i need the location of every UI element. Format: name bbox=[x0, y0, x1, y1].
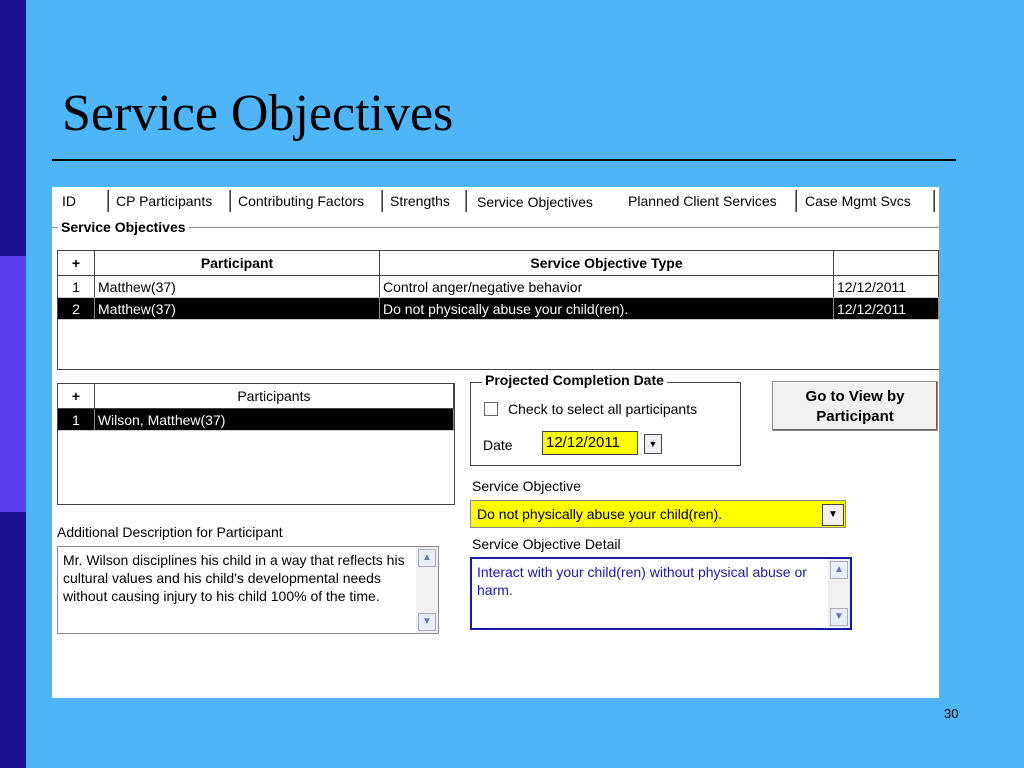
group-title: Service Objectives bbox=[58, 219, 189, 235]
table-row[interactable] bbox=[58, 409, 454, 431]
service-objective-detail-textarea[interactable] bbox=[470, 557, 852, 630]
service-objective-detail-text: Interact with your child(ren) without physical abuse or harm. bbox=[477, 564, 807, 598]
scroll-up-icon[interactable]: ▲ bbox=[418, 549, 436, 567]
col-header-plus[interactable]: + bbox=[58, 251, 95, 276]
additional-description-text: Mr. Wilson disciplines his child in a way that reflects his cultural values and his child's developmental needs without causing injury to his child 100% of the time. bbox=[63, 552, 405, 604]
tab-cp-participants[interactable]: CP Participants bbox=[110, 190, 230, 212]
row-date: 12/12/2011 bbox=[834, 276, 939, 298]
tab-contributing-factors[interactable]: Contributing Factors bbox=[232, 190, 382, 212]
row-number: 1 bbox=[58, 409, 94, 431]
row-participant: Matthew(37) bbox=[95, 276, 380, 298]
row-objective-type: Control anger/negative behavior bbox=[380, 276, 834, 298]
left-accent-bar-bottom bbox=[0, 512, 26, 768]
service-objectives-grid bbox=[57, 250, 939, 370]
app-screenshot-panel bbox=[52, 187, 939, 698]
projected-completion-title: Projected Completion Date bbox=[482, 372, 667, 388]
table-row[interactable] bbox=[58, 298, 939, 320]
tab-case-mgmt-svcs[interactable]: Case Mgmt Svcs bbox=[799, 190, 934, 212]
tab-planned-client-services[interactable]: Planned Client Services bbox=[622, 190, 796, 212]
tab-id[interactable]: ID bbox=[56, 190, 108, 212]
row-number: 1 bbox=[58, 276, 95, 298]
select-all-participants-label: Check to select all participants bbox=[508, 401, 698, 417]
row-participant-name: Wilson, Matthew(37) bbox=[94, 409, 453, 431]
col-header-participants[interactable]: Participants bbox=[94, 384, 453, 409]
go-to-view-by-participant-button[interactable] bbox=[772, 381, 938, 431]
row-date: 12/12/2011 bbox=[834, 298, 939, 320]
service-objective-detail-scrollbar[interactable] bbox=[828, 559, 850, 628]
col-header-participant[interactable]: Participant bbox=[95, 251, 380, 276]
additional-description-label: Additional Description for Participant bbox=[57, 524, 283, 540]
col-header-date[interactable] bbox=[834, 251, 939, 276]
left-accent-bar-top bbox=[0, 0, 26, 256]
service-objective-dropdown-arrow-icon[interactable]: ▼ bbox=[822, 504, 844, 526]
service-objective-select[interactable]: Do not physically abuse your child(ren). bbox=[470, 500, 846, 528]
tab-strip bbox=[52, 187, 939, 216]
row-number: 2 bbox=[58, 298, 95, 320]
slide-title: Service Objectives bbox=[62, 85, 454, 142]
tab-strengths[interactable]: Strengths bbox=[384, 190, 466, 212]
col-header-plus[interactable]: + bbox=[58, 384, 94, 409]
scroll-up-icon[interactable]: ▲ bbox=[830, 561, 848, 579]
service-objective-label: Service Objective bbox=[472, 478, 581, 494]
slide-page-number: 30 bbox=[944, 706, 959, 721]
scroll-down-icon[interactable]: ▼ bbox=[418, 613, 436, 631]
tab-service-objectives[interactable]: Service Objectives bbox=[470, 188, 620, 214]
completion-date-input[interactable]: 12/12/2011 bbox=[542, 431, 638, 455]
select-all-participants-checkbox[interactable] bbox=[484, 402, 498, 416]
date-label: Date bbox=[483, 437, 513, 453]
title-underline bbox=[52, 159, 956, 161]
participants-grid bbox=[57, 383, 455, 505]
service-objective-detail-label: Service Objective Detail bbox=[472, 536, 621, 552]
scroll-down-icon[interactable]: ▼ bbox=[830, 608, 848, 626]
row-objective-type: Do not physically abuse your child(ren). bbox=[380, 298, 834, 320]
goto-button-line2: Participant bbox=[816, 408, 894, 425]
goto-button-line1: Go to View by bbox=[805, 388, 905, 405]
additional-description-scrollbar[interactable] bbox=[416, 547, 438, 633]
row-participant: Matthew(37) bbox=[95, 298, 380, 320]
table-row[interactable] bbox=[58, 276, 939, 298]
left-accent-bar-middle bbox=[0, 256, 26, 512]
col-header-objective-type[interactable]: Service Objective Type bbox=[380, 251, 834, 276]
additional-description-textarea[interactable] bbox=[57, 546, 439, 634]
date-dropdown-arrow-icon[interactable]: ▼ bbox=[644, 434, 662, 454]
